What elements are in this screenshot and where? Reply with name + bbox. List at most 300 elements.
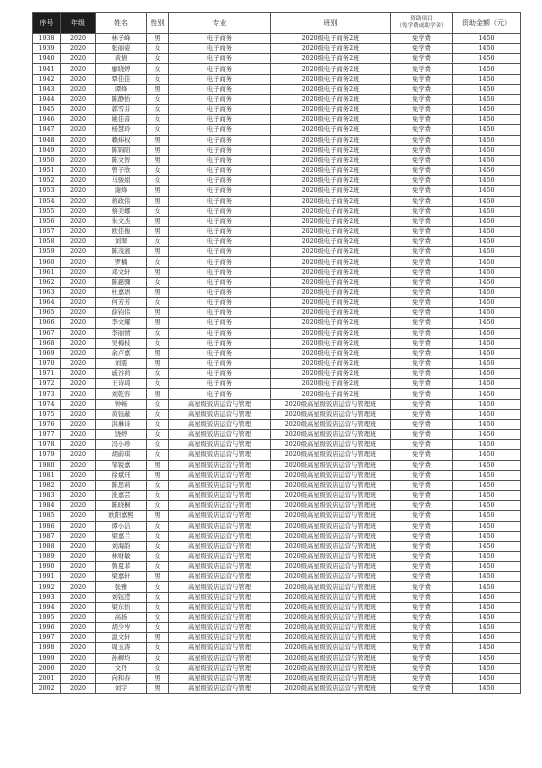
table-row xyxy=(33,206,521,216)
name-cell: 陈静怡 xyxy=(96,94,147,104)
project-cell: 免学费 xyxy=(391,511,453,521)
table-row xyxy=(33,277,521,287)
name-cell: 刘震 xyxy=(96,359,147,369)
amount-cell: 1450 xyxy=(453,551,521,561)
seq-cell: 1971 xyxy=(33,369,61,379)
name-cell: 洗嘉芸 xyxy=(96,491,147,501)
gender-cell: 女 xyxy=(147,338,169,348)
amount-cell: 1450 xyxy=(453,480,521,490)
major-cell: 电子商务 xyxy=(169,135,271,145)
grade-cell: 2020 xyxy=(61,399,96,409)
gender-cell: 男 xyxy=(147,511,169,521)
amount-cell: 1450 xyxy=(453,673,521,683)
class-cell: 2020级高星级饭店运营与管理班 xyxy=(271,480,391,490)
grade-cell: 2020 xyxy=(61,186,96,196)
amount-cell: 1450 xyxy=(453,196,521,206)
grade-cell: 2020 xyxy=(61,257,96,267)
table-row xyxy=(33,34,521,44)
gender-cell: 女 xyxy=(147,44,169,54)
project-cell: 免学费 xyxy=(391,287,453,297)
project-cell: 免学费 xyxy=(391,328,453,338)
seq-cell: 1968 xyxy=(33,338,61,348)
grade-cell: 2020 xyxy=(61,287,96,297)
seq-cell: 1995 xyxy=(33,612,61,622)
gender-cell: 女 xyxy=(147,176,169,186)
table-row xyxy=(33,623,521,633)
header-gender: 性别 xyxy=(147,13,169,34)
major-cell: 高星级饭店运营与管理 xyxy=(169,440,271,450)
seq-cell: 1996 xyxy=(33,623,61,633)
grade-cell: 2020 xyxy=(61,54,96,64)
name-cell: 文丹 xyxy=(96,663,147,673)
amount-cell: 1450 xyxy=(453,135,521,145)
seq-cell: 1997 xyxy=(33,633,61,643)
gender-cell: 男 xyxy=(147,34,169,44)
amount-cell: 1450 xyxy=(453,125,521,135)
gender-cell: 女 xyxy=(147,64,169,74)
project-cell: 免学费 xyxy=(391,663,453,673)
amount-cell: 1450 xyxy=(453,54,521,64)
major-cell: 高星级饭店运营与管理 xyxy=(169,602,271,612)
major-cell: 电子商务 xyxy=(169,237,271,247)
gender-cell: 女 xyxy=(147,491,169,501)
class-cell: 2020级电子商务2班 xyxy=(271,64,391,74)
header-project xyxy=(391,13,453,34)
major-cell: 高星级饭店运营与管理 xyxy=(169,673,271,683)
gender-cell: 男 xyxy=(147,186,169,196)
major-cell: 电子商务 xyxy=(169,287,271,297)
name-cell: 何芳芳 xyxy=(96,298,147,308)
grade-cell: 2020 xyxy=(61,521,96,531)
major-cell: 电子商务 xyxy=(169,359,271,369)
project-cell: 免学费 xyxy=(391,257,453,267)
amount-cell: 1450 xyxy=(453,470,521,480)
major-cell: 高星级饭店运营与管理 xyxy=(169,501,271,511)
name-cell: 陈慈骤 xyxy=(96,277,147,287)
name-cell: 陈思莉 xyxy=(96,480,147,490)
project-cell: 免学费 xyxy=(391,521,453,531)
seq-cell: 1965 xyxy=(33,308,61,318)
grade-cell: 2020 xyxy=(61,74,96,84)
amount-cell: 1450 xyxy=(453,74,521,84)
name-cell: 洪琳诗 xyxy=(96,419,147,429)
table-row xyxy=(33,94,521,104)
class-cell: 2020级电子商务2班 xyxy=(271,369,391,379)
major-cell: 高星级饭店运营与管理 xyxy=(169,633,271,643)
name-cell: 欧佳俊 xyxy=(96,226,147,236)
amount-cell: 1450 xyxy=(453,216,521,226)
grade-cell: 2020 xyxy=(61,582,96,592)
class-cell: 2020级高星级饭店运营与管理班 xyxy=(271,419,391,429)
project-cell: 免学费 xyxy=(391,602,453,612)
name-cell: 冯小珍 xyxy=(96,440,147,450)
amount-cell: 1450 xyxy=(453,64,521,74)
seq-cell: 1986 xyxy=(33,521,61,531)
gender-cell: 女 xyxy=(147,328,169,338)
class-cell: 2020级电子商务2班 xyxy=(271,74,391,84)
seq-cell: 1941 xyxy=(33,64,61,74)
class-cell: 2020级电子商务2班 xyxy=(271,226,391,236)
grade-cell: 2020 xyxy=(61,277,96,287)
seq-cell: 1970 xyxy=(33,359,61,369)
amount-cell: 1450 xyxy=(453,84,521,94)
project-cell: 免学费 xyxy=(391,501,453,511)
grade-cell: 2020 xyxy=(61,155,96,165)
amount-cell: 1450 xyxy=(453,155,521,165)
gender-cell: 男 xyxy=(147,633,169,643)
table-row xyxy=(33,267,521,277)
amount-cell: 1450 xyxy=(453,176,521,186)
grade-cell: 2020 xyxy=(61,562,96,572)
project-cell: 免学费 xyxy=(391,480,453,490)
seq-cell: 1980 xyxy=(33,460,61,470)
grade-cell: 2020 xyxy=(61,216,96,226)
amount-cell: 1450 xyxy=(453,105,521,115)
major-cell: 高星级饭店运营与管理 xyxy=(169,430,271,440)
seq-cell: 1966 xyxy=(33,318,61,328)
seq-cell: 1991 xyxy=(33,572,61,582)
amount-cell: 1450 xyxy=(453,409,521,419)
project-cell: 免学费 xyxy=(391,135,453,145)
grade-cell: 2020 xyxy=(61,480,96,490)
project-cell: 免学费 xyxy=(391,389,453,399)
project-cell: 免学费 xyxy=(391,684,453,694)
major-cell: 高星级饭店运营与管理 xyxy=(169,521,271,531)
gender-cell: 男 xyxy=(147,84,169,94)
major-cell: 电子商务 xyxy=(169,145,271,155)
gender-cell: 女 xyxy=(147,623,169,633)
major-cell: 高星级饭店运营与管理 xyxy=(169,592,271,602)
major-cell: 高星级饭店运营与管理 xyxy=(169,511,271,521)
gender-cell: 男 xyxy=(147,145,169,155)
grade-cell: 2020 xyxy=(61,450,96,460)
project-cell: 免学费 xyxy=(391,572,453,582)
class-cell: 2020级高星级饭店运营与管理班 xyxy=(271,511,391,521)
grade-cell: 2020 xyxy=(61,460,96,470)
seq-cell: 1955 xyxy=(33,206,61,216)
major-cell: 电子商务 xyxy=(169,257,271,267)
name-cell: 陈文智 xyxy=(96,155,147,165)
class-cell: 2020级电子商务2班 xyxy=(271,338,391,348)
amount-cell: 1450 xyxy=(453,379,521,389)
amount-cell: 1450 xyxy=(453,531,521,541)
name-cell: 杜嘉语 xyxy=(96,287,147,297)
table-row xyxy=(33,74,521,84)
project-cell: 免学费 xyxy=(391,562,453,572)
name-cell: 刘翠 xyxy=(96,237,147,247)
name-cell: 谭小洁 xyxy=(96,521,147,531)
amount-cell: 1450 xyxy=(453,226,521,236)
class-cell: 2020级高星级饭店运营与管理班 xyxy=(271,551,391,561)
name-cell: 饶婷 xyxy=(96,430,147,440)
seq-cell: 1979 xyxy=(33,450,61,460)
seq-cell: 1974 xyxy=(33,399,61,409)
class-cell: 2020级电子商务2班 xyxy=(271,84,391,94)
grade-cell: 2020 xyxy=(61,64,96,74)
name-cell: 郭雪芬 xyxy=(96,105,147,115)
grade-cell: 2020 xyxy=(61,551,96,561)
class-cell: 2020级高星级饭店运营与管理班 xyxy=(271,531,391,541)
amount-cell: 1450 xyxy=(453,287,521,297)
gender-cell: 女 xyxy=(147,257,169,267)
grade-cell: 2020 xyxy=(61,34,96,44)
project-cell: 免学费 xyxy=(391,318,453,328)
class-cell: 2020级电子商务2班 xyxy=(271,277,391,287)
grade-cell: 2020 xyxy=(61,511,96,521)
gender-cell: 女 xyxy=(147,521,169,531)
grade-cell: 2020 xyxy=(61,267,96,277)
seq-cell: 1950 xyxy=(33,155,61,165)
gender-cell: 男 xyxy=(147,196,169,206)
gender-cell: 男 xyxy=(147,318,169,328)
major-cell: 高星级饭店运营与管理 xyxy=(169,491,271,501)
class-cell: 2020级电子商务2班 xyxy=(271,206,391,216)
amount-cell: 1450 xyxy=(453,369,521,379)
amount-cell: 1450 xyxy=(453,663,521,673)
seq-cell: 1987 xyxy=(33,531,61,541)
gender-cell: 女 xyxy=(147,399,169,409)
amount-cell: 1450 xyxy=(453,541,521,551)
class-cell: 2020级电子商务2班 xyxy=(271,166,391,176)
gender-cell: 女 xyxy=(147,237,169,247)
grade-cell: 2020 xyxy=(61,663,96,673)
grade-cell: 2020 xyxy=(61,359,96,369)
class-cell: 2020级电子商务2班 xyxy=(271,44,391,54)
gender-cell: 男 xyxy=(147,155,169,165)
seq-cell: 1940 xyxy=(33,54,61,64)
gender-cell: 男 xyxy=(147,460,169,470)
project-cell: 免学费 xyxy=(391,74,453,84)
seq-cell: 1952 xyxy=(33,176,61,186)
amount-cell: 1450 xyxy=(453,328,521,338)
amount-cell: 1450 xyxy=(453,318,521,328)
name-cell: 胡蔚琪 xyxy=(96,450,147,460)
seq-cell: 1964 xyxy=(33,298,61,308)
gender-cell: 女 xyxy=(147,663,169,673)
project-cell: 免学费 xyxy=(391,155,453,165)
table-row xyxy=(33,44,521,54)
project-cell: 免学费 xyxy=(391,64,453,74)
grade-cell: 2020 xyxy=(61,531,96,541)
table-header xyxy=(33,13,521,34)
grade-cell: 2020 xyxy=(61,298,96,308)
major-cell: 高星级饭店运营与管理 xyxy=(169,419,271,429)
major-cell: 高星级饭店运营与管理 xyxy=(169,643,271,653)
amount-cell: 1450 xyxy=(453,166,521,176)
name-cell: 吴梅枝 xyxy=(96,338,147,348)
amount-cell: 1450 xyxy=(453,115,521,125)
name-cell: 谭烽 xyxy=(96,84,147,94)
seq-cell: 1943 xyxy=(33,84,61,94)
gender-cell: 女 xyxy=(147,551,169,561)
grade-cell: 2020 xyxy=(61,226,96,236)
project-cell: 免学费 xyxy=(391,115,453,125)
class-cell: 2020级高星级饭店运营与管理班 xyxy=(271,409,391,419)
class-cell: 2020级高星级饭店运营与管理班 xyxy=(271,653,391,663)
table-row xyxy=(33,633,521,643)
class-cell: 2020级高星级饭店运营与管理班 xyxy=(271,541,391,551)
header-major: 专业 xyxy=(169,13,271,34)
name-cell: 余卢嘉 xyxy=(96,348,147,358)
seq-cell: 1960 xyxy=(33,257,61,267)
amount-cell: 1450 xyxy=(453,450,521,460)
grade-cell: 2020 xyxy=(61,430,96,440)
major-cell: 电子商务 xyxy=(169,64,271,74)
table-row xyxy=(33,531,521,541)
seq-cell: 1949 xyxy=(33,145,61,155)
seq-cell: 1963 xyxy=(33,287,61,297)
grade-cell: 2020 xyxy=(61,602,96,612)
class-cell: 2020级高星级饭店运营与管理班 xyxy=(271,450,391,460)
gender-cell: 女 xyxy=(147,94,169,104)
gender-cell: 女 xyxy=(147,592,169,602)
seq-cell: 2001 xyxy=(33,673,61,683)
seq-cell: 1981 xyxy=(33,470,61,480)
gender-cell: 女 xyxy=(147,115,169,125)
seq-cell: 1957 xyxy=(33,226,61,236)
gender-cell: 男 xyxy=(147,389,169,399)
project-cell: 免学费 xyxy=(391,338,453,348)
project-cell: 免学费 xyxy=(391,460,453,470)
project-cell: 免学费 xyxy=(391,612,453,622)
name-cell: 蒋政伟 xyxy=(96,196,147,206)
seq-cell: 1994 xyxy=(33,602,61,612)
class-cell: 2020级电子商务2班 xyxy=(271,176,391,186)
grade-cell: 2020 xyxy=(61,348,96,358)
major-cell: 电子商务 xyxy=(169,34,271,44)
seq-cell: 1988 xyxy=(33,541,61,551)
seq-cell: 1977 xyxy=(33,430,61,440)
table-row xyxy=(33,155,521,165)
name-cell: 李丽情 xyxy=(96,328,147,338)
table-row xyxy=(33,592,521,602)
class-cell: 2020级高星级饭店运营与管理班 xyxy=(271,673,391,683)
table-row xyxy=(33,359,521,369)
table-row xyxy=(33,166,521,176)
seq-cell: 1978 xyxy=(33,440,61,450)
project-cell: 免学费 xyxy=(391,247,453,257)
class-cell: 2020级高星级饭店运营与管理班 xyxy=(271,582,391,592)
class-cell: 2020级高星级饭店运营与管理班 xyxy=(271,470,391,480)
class-cell: 2020级电子商务2班 xyxy=(271,186,391,196)
name-cell: 林子峰 xyxy=(96,34,147,44)
gender-cell: 男 xyxy=(147,216,169,226)
major-cell: 电子商务 xyxy=(169,115,271,125)
name-cell: 覃佳佳 xyxy=(96,74,147,84)
major-cell: 电子商务 xyxy=(169,318,271,328)
class-cell: 2020级高星级饭店运营与管理班 xyxy=(271,633,391,643)
table-row xyxy=(33,186,521,196)
class-cell: 2020级高星级饭店运营与管理班 xyxy=(271,602,391,612)
project-cell: 免学费 xyxy=(391,44,453,54)
class-cell: 2020级电子商务2班 xyxy=(271,318,391,328)
grade-cell: 2020 xyxy=(61,308,96,318)
gender-cell: 男 xyxy=(147,287,169,297)
name-cell: 陈锦阳 xyxy=(96,145,147,155)
amount-cell: 1450 xyxy=(453,389,521,399)
grade-cell: 2020 xyxy=(61,653,96,663)
class-cell: 2020级电子商务2班 xyxy=(271,287,391,297)
name-cell: 胡少岑 xyxy=(96,623,147,633)
gender-cell: 女 xyxy=(147,277,169,287)
major-cell: 电子商务 xyxy=(169,226,271,236)
name-cell: 廖晓婷 xyxy=(96,64,147,74)
gender-cell: 男 xyxy=(147,308,169,318)
project-cell: 免学费 xyxy=(391,105,453,115)
class-cell: 2020级高星级饭店运营与管理班 xyxy=(271,592,391,602)
name-cell: 刘宇 xyxy=(96,684,147,694)
table-row xyxy=(33,338,521,348)
name-cell: 赖炜权 xyxy=(96,135,147,145)
major-cell: 电子商务 xyxy=(169,125,271,135)
table-row xyxy=(33,663,521,673)
grade-cell: 2020 xyxy=(61,369,96,379)
class-cell: 2020级电子商务2班 xyxy=(271,216,391,226)
gender-cell: 女 xyxy=(147,541,169,551)
grade-cell: 2020 xyxy=(61,338,96,348)
table-row xyxy=(33,216,521,226)
amount-cell: 1450 xyxy=(453,491,521,501)
major-cell: 电子商务 xyxy=(169,84,271,94)
table-row xyxy=(33,84,521,94)
project-cell: 免学费 xyxy=(391,551,453,561)
table-row xyxy=(33,247,521,257)
grade-cell: 2020 xyxy=(61,237,96,247)
gender-cell: 女 xyxy=(147,54,169,64)
name-cell: 李文耀 xyxy=(96,318,147,328)
grade-cell: 2020 xyxy=(61,206,96,216)
project-cell: 免学费 xyxy=(391,166,453,176)
class-cell: 2020级高星级饭店运营与管理班 xyxy=(271,562,391,572)
project-cell: 免学费 xyxy=(391,277,453,287)
table-row xyxy=(33,145,521,155)
name-cell: 姚佳音 xyxy=(96,115,147,125)
amount-cell: 1450 xyxy=(453,94,521,104)
project-cell: 免学费 xyxy=(391,176,453,186)
amount-cell: 1450 xyxy=(453,359,521,369)
project-cell: 免学费 xyxy=(391,308,453,318)
table-row xyxy=(33,551,521,561)
name-cell: 周玉涛 xyxy=(96,643,147,653)
amount-cell: 1450 xyxy=(453,623,521,633)
table-row xyxy=(33,572,521,582)
header-project-line2: （免学费或助学金） xyxy=(396,23,447,29)
major-cell: 电子商务 xyxy=(169,74,271,84)
seq-cell: 1942 xyxy=(33,74,61,84)
name-cell: 林财敏 xyxy=(96,551,147,561)
major-cell: 高星级饭店运营与管理 xyxy=(169,582,271,592)
name-cell: 梁嘉轩 xyxy=(96,572,147,582)
class-cell: 2020级高星级饭店运营与管理班 xyxy=(271,684,391,694)
table-row xyxy=(33,369,521,379)
header-name: 姓名 xyxy=(96,13,147,34)
grade-cell: 2020 xyxy=(61,491,96,501)
name-cell: 徐斌珏 xyxy=(96,470,147,480)
amount-cell: 1450 xyxy=(453,34,521,44)
project-cell: 免学费 xyxy=(391,298,453,308)
amount-cell: 1450 xyxy=(453,501,521,511)
name-cell: 谢烽 xyxy=(96,186,147,196)
project-cell: 免学费 xyxy=(391,399,453,409)
name-cell: 朱文杰 xyxy=(96,216,147,226)
major-cell: 高星级饭店运营与管理 xyxy=(169,399,271,409)
class-cell: 2020级高星级饭店运营与管理班 xyxy=(271,623,391,633)
project-cell: 免学费 xyxy=(391,419,453,429)
name-cell: 张丽姿 xyxy=(96,44,147,54)
project-cell: 免学费 xyxy=(391,84,453,94)
name-cell: 孙柳均 xyxy=(96,653,147,663)
seq-cell: 1945 xyxy=(33,105,61,115)
